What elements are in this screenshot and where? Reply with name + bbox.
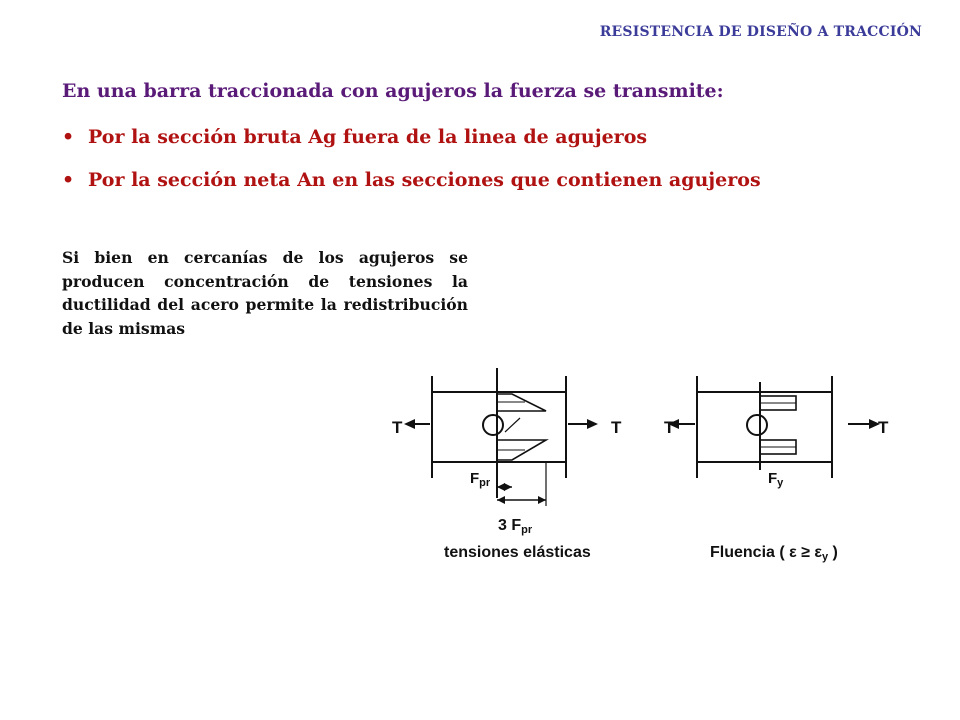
force-label-left: T bbox=[664, 418, 675, 437]
arrow-right-icon bbox=[587, 419, 598, 429]
bolt-hole bbox=[483, 415, 503, 435]
force-label-right: T bbox=[878, 418, 889, 437]
stress-curve bbox=[505, 418, 520, 432]
force-label-left: T bbox=[392, 418, 403, 437]
caption-elastic: tensiones elásticas bbox=[444, 544, 591, 561]
bullet-text: Por la sección bruta Ag fuera de la linea de agujeros bbox=[88, 126, 648, 148]
caption-yield: Fluencia ( ε ≥ εy ) bbox=[710, 544, 838, 563]
dimension-arrowhead bbox=[504, 483, 512, 491]
bolt-hole bbox=[747, 415, 767, 435]
body-paragraph: Si bien en cercanías de los agujeros se producen concentración de tensiones la ductilidad del acero permite la redistribución de las mismas bbox=[62, 248, 468, 338]
bullet-marker: • bbox=[62, 169, 75, 191]
arrow-left-icon bbox=[404, 419, 415, 429]
force-label-right: T bbox=[611, 418, 622, 437]
bullet-marker: • bbox=[62, 126, 75, 148]
stress-label-fpr: $F_{pr}$ bbox=[470, 470, 491, 489]
intro-heading: En una barra traccionada con agujeros la fuerza se transmite: bbox=[62, 80, 724, 102]
dimension-arrowhead bbox=[497, 483, 505, 491]
yield-stress-diagram bbox=[676, 376, 872, 478]
peak-stress-label: 3 Fpr bbox=[498, 517, 533, 536]
dimension-arrowhead bbox=[538, 496, 546, 504]
stress-label-fy: $F_y$ bbox=[768, 470, 784, 489]
bullet-text: Por la sección neta An en las secciones que contienen agujeros bbox=[88, 169, 761, 191]
slide-header: RESISTENCIA DE DISEÑO A TRACCIÓN bbox=[599, 24, 922, 40]
dimension-arrowhead bbox=[497, 496, 505, 504]
